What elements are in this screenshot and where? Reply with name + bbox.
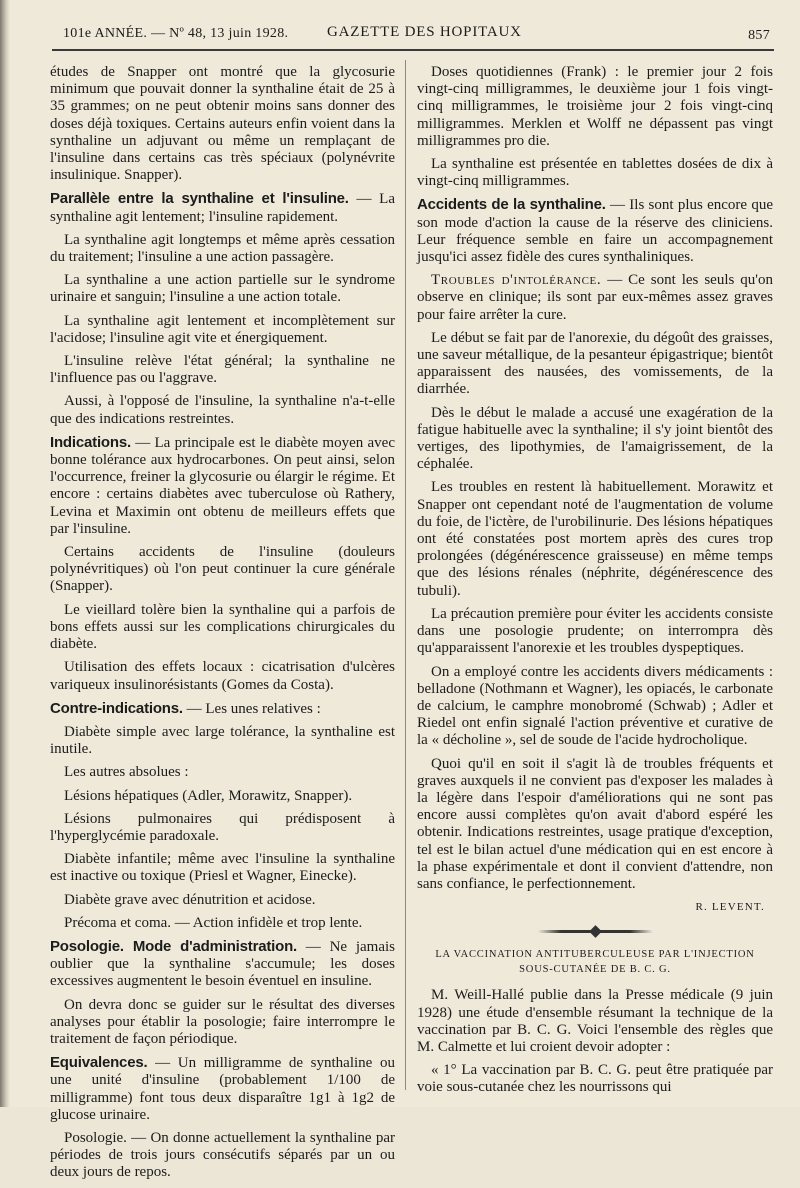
paragraph: M. Weill-Hallé publie dans la Presse médicale (9 juin 1928) une étude d'ensemble résumant la technique de la vaccination par B. C. G. Voici l'ensemble des règles que M. Calmette et lui croient devoir adopter : <box>417 987 773 1055</box>
section-title: Equivalences. <box>50 1054 148 1072</box>
article-title: LA VACCINATION ANTITUBERCULEUSE PAR L'INJECTION SOUS-CUTANÉE DE B. C. G. <box>435 949 755 976</box>
section-title: Posologie. Mode d'administration. <box>50 937 298 955</box>
right-column <box>417 64 773 1103</box>
paragraph: Lésions hépatiques (Adler, Morawitz, Snapper). <box>64 787 353 804</box>
header-rule <box>52 49 774 51</box>
section-text: — Les unes relatives : <box>182 700 321 717</box>
section-text: — Ne jamais oublier que la synthaline s'accumule; les doses excessives augmentent le besoin éventuel en insuline. <box>50 938 395 990</box>
paragraph: L'insuline relève l'état général; la synthaline ne l'influence pas ou l'aggrave. <box>50 353 395 387</box>
page-number: 857 <box>748 28 770 43</box>
paragraph: Précoma et coma. — Action infidèle et trop lente. <box>64 914 363 931</box>
section-text: — Ce sont les seuls qu'on observe en clinique; ils sont par eux-mêmes assez graves pour faire arrêter la cure. <box>417 272 773 323</box>
left-column <box>50 64 395 1188</box>
section-text: — La synthaline agit lentement; l'insuline rapidement. <box>50 191 395 225</box>
author-signature: R. LEVENT. <box>695 901 765 914</box>
paragraph: Certains accidents de l'insuline (douleurs polynévritiques) où l'on peut continuer la cure générale (Snapper). <box>50 544 395 595</box>
paragraph: Utilisation des effets locaux : cicatrisation d'ulcères variqueux insulinorésistants (Gomes da Costa). <box>50 659 395 693</box>
paragraph: « 1° La vaccination par B. C. G. peut être pratiquée par voie sous-cutanée chez les nourrissons qui <box>417 1062 773 1096</box>
page-header <box>55 26 770 48</box>
section-troubles <box>417 272 773 324</box>
paragraph: Dès le début le malade a accusé une exagération de la fatigue habituelle avec la synthaline; il s'y joint bientôt des vertiges, des lipothymies, de l'amaigrissement, de la céphalée. <box>417 404 773 473</box>
section-title: Contre-indications. <box>50 699 183 717</box>
paragraph: Diabète grave avec dénutrition et acidose. <box>64 891 316 908</box>
scan-edge <box>0 0 10 1107</box>
paragraph: La synthaline a une action partielle sur le syndrome urinaire et sanguin; l'insuline a une action totale. <box>50 272 395 306</box>
paragraph: Les troubles en restent là habituellement. Morawitz et Snapper ont cependant noté de l'augmentation de volume du foie, de l'ictère, de l'urobilinurie. Des lésions hépatiques ont été constatées post mortem après des cures trop prolongées (dégénérescence graisseuse) en même temps que des lésions rénales (néphrite, dégénérescence des tubuli). <box>417 479 773 599</box>
paragraph: La synthaline agit longtemps et même après cessation du traitement; l'insuline a une action passagère. <box>50 231 395 266</box>
paragraph: Le vieillard tolère bien la synthaline qui a parfois de bons effets aussi sur les complications chirurgicales du diabète. <box>50 601 395 653</box>
column-divider <box>405 60 406 1090</box>
paragraph: Le début se fait par de l'anorexie, du dégoût des graisses, une saveur métallique, de la pesanteur épigastrique; bientôt apparaissent des nausées, des vomissements, de la diarrhée. <box>417 329 773 398</box>
paragraph: Les autres absolues : <box>64 764 189 781</box>
issue-info: 101e ANNÉE. — Nº 48, 13 juin 1928. <box>63 26 289 41</box>
paragraph: On devra donc se guider sur le résultat des diverses analyses pour établir la posologie; faire interrompre le traitement de façon périodique. <box>50 996 395 1047</box>
paragraph: La synthaline agit lentement et incomplètement sur l'acidose; l'insuline agit vite et énergiquement. <box>50 312 395 346</box>
section-text: — Ils sont plus encore que son mode d'action la cause de la réserve des cliniciens. Leur fréquence semble en faire un accompagnement jusqu'ici assez fidèle des cures synthaliniques. <box>417 197 773 266</box>
section-title: Troubles d'intolérance. <box>431 272 602 289</box>
section-text: — Un milligramme de synthaline ou une unité d'insuline (probablement 1/100 de milligramme) font tous deux disparaître 1g1 à 1g2 de glucose urinaire. <box>50 1055 395 1123</box>
paragraph: On a employé contre les accidents divers médicaments : belladone (Nothmann et Wagner), les opiacés, le carbonate de calcium, le camphre monobromé (Schwab) ; Adler et Riedel ont enfin signalé l'action préventive et curative de la « décholine », sel de soude de l'acide hydrocholique. <box>417 663 773 749</box>
ornament-divider <box>538 930 653 933</box>
paragraph: Diabète infantile; même avec l'insuline la synthaline est inactive ou toxique (Priesl et Wagner, Einecke). <box>50 851 395 885</box>
paragraph: Lésions pulmonaires qui prédisposent à l'hyperglycémie paradoxale. <box>50 810 395 844</box>
paragraph: La précaution première pour éviter les accidents consiste dans une posologie prudente; on interrompra dès qu'apparaissent l'anorexie et les troubles dyspeptiques. <box>417 605 773 657</box>
paragraph: Quoi qu'il en soit il s'agit là de troubles fréquents et graves auxquels il ne convient pas d'exposer les malades à la légère dans l'espoir d'améliorations qui ne sont pas encore aussi complètes qu'on avait d'abord espéré les obtenir. Indications restreintes, usage pratique d'exception, tel est le bilan actuel d'une médication qui en est encore à la phase expérimentale et dont il convient d'attendre, non sans confiance, le perfectionnement. <box>417 755 773 892</box>
paragraph: La synthaline est présentée en tablettes dosées de dix à vingt-cinq milligrammes. <box>417 156 773 190</box>
paragraph: Posologie. — On donne actuellement la synthaline par périodes de trois jours consécutifs séparés par un ou deux jours de repos. <box>50 1129 395 1181</box>
section-title: Parallèle entre la synthaline et l'insuline. <box>50 190 349 208</box>
paragraph: Aussi, à l'opposé de l'insuline, la synthaline n'a-t-elle que des indications restreintes. <box>50 393 395 427</box>
paragraph: Doses quotidiennes (Frank) : le premier jour 2 fois vingt-cinq milligrammes, le deuxième jour 1 fois vingt-cinq milligrammes, le troisième jour 2 fois vingt-cinq milligrammes. Merklen et Wolff ne dépassent pas vingt milligrammes pro die. <box>417 64 773 149</box>
journal-title: GAZETTE DES HOPITAUX <box>327 24 522 40</box>
paragraph: Diabète simple avec large tolérance, la synthaline est inutile. <box>50 723 395 758</box>
section-text: — La principale est le diabète moyen avec bonne tolérance aux hydrocarbones. On peut ainsi, selon l'occurrence, freiner la glycosurie ou élargir le régime. Et encore : certains diabètes avec tuberculose où Rathery, Levina et Maximin ont obtenu de meilleurs effets que par l'insuline. <box>50 434 395 537</box>
paragraph: études de Snapper ont montré que la glycosurie minimum que pouvait donner la synthaline était de 25 à 35 grammes; on ne peut obtenir moins sans donner des doses déjà toxiques. Certains auteurs enfin voient dans la synthaline un adjuvant ou même un remplaçant de l'insuline dans certains cas très spéciaux (polynévrite insulinique. Snapper). <box>50 64 395 184</box>
section-title: Indications. <box>50 433 131 451</box>
section-title: Accidents de la synthaline. <box>417 196 606 214</box>
